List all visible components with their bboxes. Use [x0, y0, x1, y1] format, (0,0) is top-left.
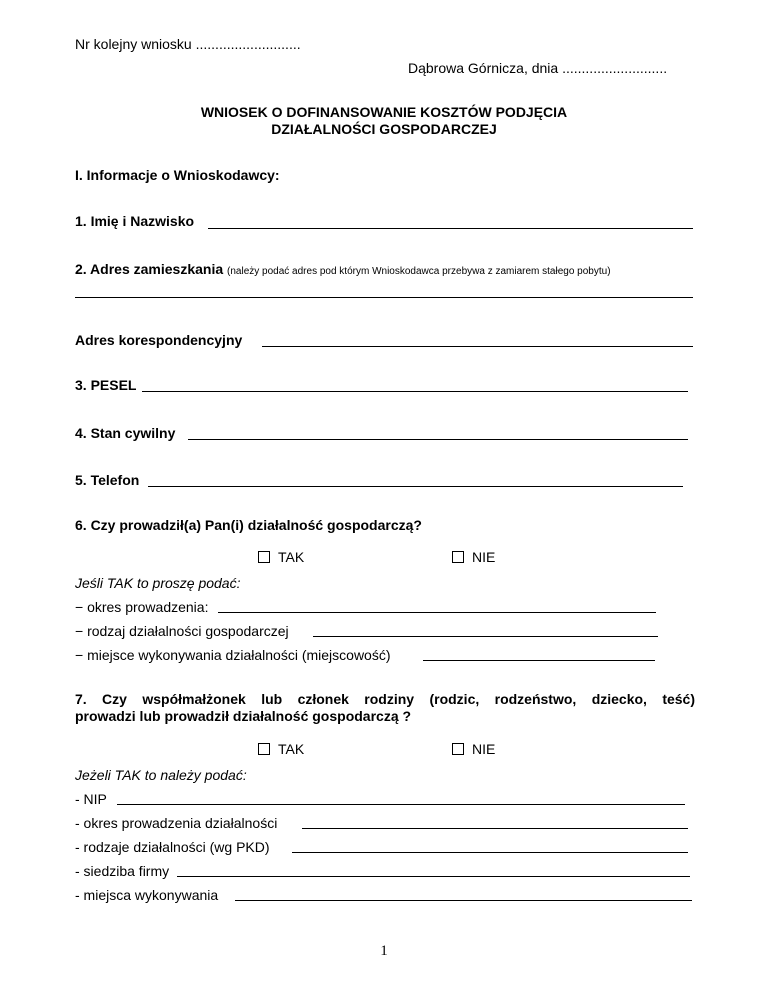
page-number: 1 — [380, 943, 388, 959]
q6-intro: Jeśli TAK to proszę podać: — [75, 575, 241, 591]
application-number: Nr kolejny wniosku ........................... — [75, 36, 301, 52]
q7-no-label: NIE — [472, 741, 496, 757]
q6-no-label: NIE — [472, 549, 496, 565]
marital-status-label: 4. Stan cywilny — [75, 425, 176, 441]
q6-option-yes[interactable] — [258, 549, 304, 565]
q7-types-label: - rodzaje działalności (wg PKD) — [75, 839, 270, 855]
address-label-text: 2. Adres zamieszkania — [75, 261, 224, 277]
name-label: 1. Imię i Nazwisko — [75, 213, 195, 229]
q7-question-line2: prowadzi lub prowadził działalność gospodarczą ? — [75, 708, 412, 724]
q7-seat-field[interactable] — [177, 876, 690, 877]
correspondence-address-label: Adres korespondencyjny — [75, 332, 243, 348]
pesel-field[interactable] — [142, 391, 688, 392]
q7-types-field[interactable] — [292, 852, 688, 853]
name-field[interactable] — [208, 228, 693, 229]
q6-yes-label: TAK — [278, 549, 305, 565]
q7-option-no[interactable] — [452, 741, 495, 757]
checkbox-icon[interactable] — [258, 551, 270, 563]
document-title-line2: DZIAŁALNOŚCI GOSPODARCZEJ — [271, 121, 497, 137]
q7-intro: Jeżeli TAK to należy podać: — [75, 767, 247, 783]
address-field[interactable] — [75, 297, 693, 298]
q6-question: 6. Czy prowadził(a) Pan(i) działalność gospodarczą? — [75, 517, 422, 533]
q7-option-yes[interactable] — [258, 741, 304, 757]
q7-seat-label: - siedziba firmy — [75, 863, 170, 879]
q6-place-field[interactable] — [423, 660, 655, 661]
phone-field[interactable] — [148, 486, 683, 487]
q6-option-no[interactable] — [452, 549, 495, 565]
q6-period-label: − okres prowadzenia: — [75, 599, 209, 615]
q7-places-field[interactable] — [235, 900, 692, 901]
q7-nip-field[interactable] — [117, 804, 685, 805]
q6-type-label: − rodzaj działalności gospodarczej — [75, 623, 289, 639]
q7-question-line1: 7. Czy współmałżonek lub członek rodziny (rodzic, rodzeństwo, dziecko, teść) — [75, 691, 695, 707]
address-label — [75, 261, 611, 277]
q7-period-label: - okres prowadzenia działalności — [75, 815, 278, 831]
q6-type-field[interactable] — [313, 636, 658, 637]
place-date: Dąbrowa Górnicza, dnia ........................... — [408, 60, 668, 76]
document-title-line1: WNIOSEK O DOFINANSOWANIE KOSZTÓW PODJĘCIA — [200, 104, 568, 120]
q6-place-label: − miejsce wykonywania działalności (miejscowość) — [75, 647, 391, 663]
q7-places-label: - miejsca wykonywania — [75, 887, 219, 903]
correspondence-address-field[interactable] — [262, 346, 693, 347]
address-note: (należy podać adres pod którym Wnioskodawca przebywa z zamiarem stałego pobytu) — [227, 266, 611, 277]
q6-period-field[interactable] — [218, 612, 656, 613]
pesel-label: 3. PESEL — [75, 377, 137, 393]
section-heading: I. Informacje o Wnioskodawcy: — [75, 167, 280, 183]
q7-nip-label: - NIP — [75, 791, 107, 807]
q7-yes-label: TAK — [278, 741, 305, 757]
phone-label: 5. Telefon — [75, 472, 140, 488]
checkbox-icon[interactable] — [452, 551, 464, 563]
checkbox-icon[interactable] — [452, 743, 464, 755]
q7-period-field[interactable] — [302, 828, 688, 829]
checkbox-icon[interactable] — [258, 743, 270, 755]
marital-status-field[interactable] — [188, 439, 688, 440]
